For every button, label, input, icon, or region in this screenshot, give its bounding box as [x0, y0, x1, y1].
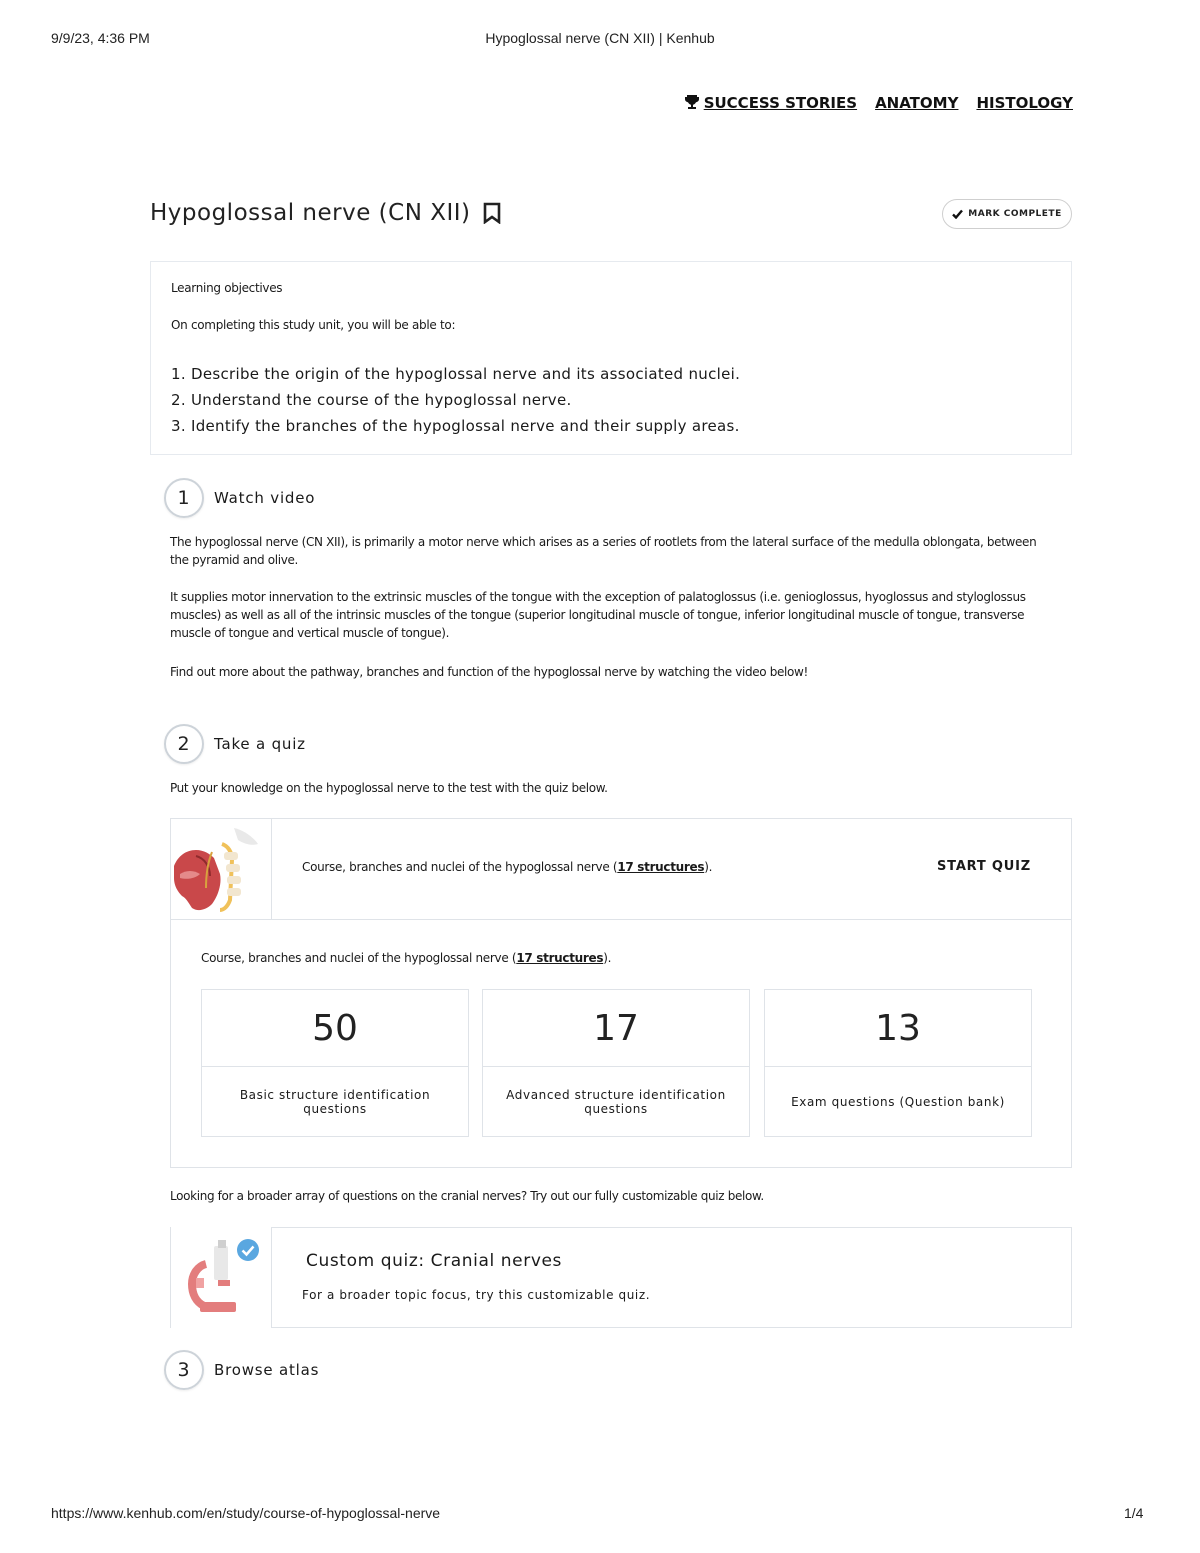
objective-item: 2. Understand the course of the hypoglossal nerve. — [171, 391, 572, 409]
mark-complete-button[interactable] — [942, 199, 1072, 229]
stat-value: 17 — [483, 990, 749, 1067]
custom-quiz-card[interactable] — [271, 1227, 1072, 1328]
video-description: Find out more about the pathway, branches and function of the hypoglossal nerve by watching the video below! — [170, 665, 808, 679]
step-watch-video[interactable] — [164, 478, 315, 518]
quiz-intro: Put your knowledge on the hypoglossal nerve to the test with the quiz below. — [170, 781, 608, 795]
structures-link[interactable]: 17 structures — [516, 951, 604, 965]
quiz-title-prefix: Course, branches and nuclei of the hypoglossal nerve ( — [302, 860, 618, 874]
stat-value: 13 — [765, 990, 1031, 1067]
article-header — [150, 200, 501, 226]
stat-label: Exam questions (Question bank) — [791, 1094, 1005, 1109]
objective-item: 1. Describe the origin of the hypoglossal nerve and its associated nuclei. — [171, 365, 741, 383]
divider — [271, 818, 272, 919]
top-navigation — [684, 94, 1073, 112]
head-neck-anatomy-thumbnail — [172, 822, 268, 916]
print-page-number: 1/4 — [1124, 1505, 1144, 1521]
quiz-subtitle — [201, 951, 611, 965]
quiz-title-suffix: ). — [704, 860, 713, 874]
quiz-title — [302, 860, 712, 874]
page-title: Hypoglossal nerve (CN XII) — [150, 200, 471, 226]
step-label: Browse atlas — [214, 1361, 320, 1379]
divider — [170, 919, 1072, 920]
stat-advanced-identification[interactable] — [482, 989, 750, 1137]
divider — [170, 1227, 171, 1328]
custom-quiz-title[interactable]: Custom quiz: Cranial nerves — [306, 1251, 562, 1271]
print-url: https://www.kenhub.com/en/study/course-of-hypoglossal-nerve — [51, 1505, 441, 1521]
stat-value: 50 — [202, 990, 468, 1067]
step-browse-atlas[interactable] — [164, 1350, 319, 1390]
structures-link[interactable]: 17 structures — [617, 860, 705, 874]
check-icon — [952, 209, 963, 219]
stat-label: Basic structure identification questions — [239, 1087, 431, 1116]
bookmark-icon[interactable] — [483, 202, 501, 224]
broader-quiz-text: Looking for a broader array of questions on the cranial nerves? Try out our fully customizable quiz below. — [170, 1189, 764, 1203]
start-quiz-button[interactable]: START QUIZ — [937, 859, 1031, 874]
quiz-title-prefix: Course, branches and nuclei of the hypoglossal nerve ( — [201, 951, 517, 965]
step-number: 2 — [164, 724, 204, 764]
step-label: Watch video — [214, 489, 316, 507]
stat-label: Advanced structure identification questions — [506, 1087, 726, 1116]
step-number: 3 — [164, 1350, 204, 1390]
video-description: It supplies motor innervation to the extrinsic muscles of the tongue with the exception of palatoglossus (i.e. genioglossus, hyoglossus and styloglossus muscles) as well as all of the intrinsic muscles of the tongue (superior longitudinal muscle of tongue, inferior longitudinal muscle of tongue, transverse muscle of tongue and vertical muscle of tongue). — [170, 590, 1026, 640]
learning-objectives-list — [171, 361, 740, 439]
custom-quiz-description: For a broader topic focus, try this customizable quiz. — [302, 1288, 651, 1302]
objective-item: 3. Identify the branches of the hypoglossal nerve and their supply areas. — [171, 417, 740, 435]
print-datetime: 9/9/23, 4:36 PM — [51, 30, 150, 46]
quiz-title-suffix: ). — [603, 951, 612, 965]
success-stories-link[interactable] — [684, 94, 857, 112]
stat-basic-identification[interactable] — [201, 989, 469, 1137]
learning-objectives-intro: On completing this study unit, you will be able to: — [171, 318, 456, 332]
learning-objectives-heading: Learning objectives — [171, 281, 283, 295]
success-stories-label: SUCCESS STORIES — [703, 94, 858, 112]
video-description: The hypoglossal nerve (CN XII), is primarily a motor nerve which arises as a series of rootlets from the lateral surface of the medulla oblongata, between the pyramid and olive. — [170, 535, 1037, 567]
trophy-icon — [684, 94, 700, 110]
step-take-quiz[interactable] — [164, 724, 306, 764]
anatomy-link[interactable]: ANATOMY — [875, 94, 959, 112]
step-label: Take a quiz — [214, 735, 306, 753]
histology-link[interactable]: HISTOLOGY — [976, 94, 1073, 112]
print-page-title: Hypoglossal nerve (CN XII) | Kenhub — [485, 30, 715, 46]
stat-exam-questions[interactable] — [764, 989, 1032, 1137]
microscope-icon — [178, 1234, 266, 1322]
mark-complete-label: MARK COMPLETE — [968, 209, 1062, 219]
step-number: 1 — [164, 478, 204, 518]
